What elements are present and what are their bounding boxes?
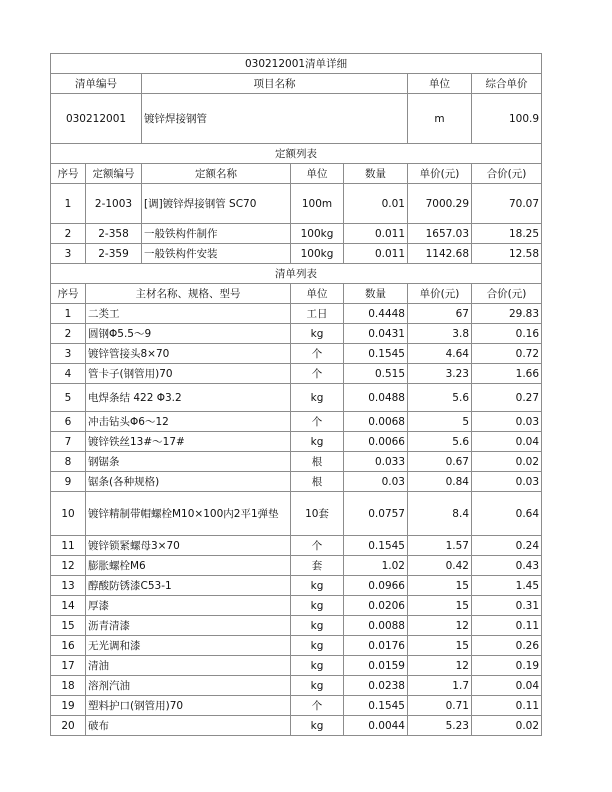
material-total: 0.19 bbox=[472, 656, 542, 676]
material-total: 1.66 bbox=[472, 364, 542, 384]
material-unit: kg bbox=[291, 576, 344, 596]
material-seq: 12 bbox=[51, 556, 86, 576]
material-row bbox=[51, 696, 542, 716]
material-unit-price: 12 bbox=[408, 616, 472, 636]
material-row bbox=[51, 616, 542, 636]
material-row bbox=[51, 576, 542, 596]
material-unit-price: 4.64 bbox=[408, 344, 472, 364]
material-unit: kg bbox=[291, 596, 344, 616]
quota-code: 2-358 bbox=[86, 224, 142, 244]
material-unit: kg bbox=[291, 432, 344, 452]
material-qty: 0.033 bbox=[344, 452, 408, 472]
material-row bbox=[51, 304, 542, 324]
quota-header-unit: 单位 bbox=[291, 164, 344, 184]
material-header-unit-price: 单价(元) bbox=[408, 284, 472, 304]
quota-unit-price: 1142.68 bbox=[408, 244, 472, 264]
material-name: 清油 bbox=[86, 656, 291, 676]
material-total: 0.24 bbox=[472, 536, 542, 556]
material-seq: 5 bbox=[51, 384, 86, 412]
material-qty: 0.0176 bbox=[344, 636, 408, 656]
material-unit: 工日 bbox=[291, 304, 344, 324]
quota-seq: 3 bbox=[51, 244, 86, 264]
material-row bbox=[51, 596, 542, 616]
material-header-total: 合价(元) bbox=[472, 284, 542, 304]
material-unit: kg bbox=[291, 656, 344, 676]
material-unit: kg bbox=[291, 716, 344, 736]
material-unit-price: 0.67 bbox=[408, 452, 472, 472]
material-name: 圆钢Φ5.5～9 bbox=[86, 324, 291, 344]
summary-header-code: 清单编号 bbox=[51, 74, 142, 94]
material-row bbox=[51, 536, 542, 556]
material-row bbox=[51, 384, 542, 412]
material-seq: 15 bbox=[51, 616, 86, 636]
material-seq: 13 bbox=[51, 576, 86, 596]
quota-row bbox=[51, 184, 542, 224]
material-seq: 20 bbox=[51, 716, 86, 736]
material-total: 0.64 bbox=[472, 492, 542, 536]
material-seq: 3 bbox=[51, 344, 86, 364]
material-unit: 10套 bbox=[291, 492, 344, 536]
material-row bbox=[51, 556, 542, 576]
material-name: 电焊条结 422 Φ3.2 bbox=[86, 384, 291, 412]
material-name: 破布 bbox=[86, 716, 291, 736]
material-unit-price: 0.84 bbox=[408, 472, 472, 492]
material-header-name: 主材名称、规格、型号 bbox=[86, 284, 291, 304]
material-name: 膨胀螺栓M6 bbox=[86, 556, 291, 576]
material-seq: 10 bbox=[51, 492, 86, 536]
material-qty: 0.0159 bbox=[344, 656, 408, 676]
material-header-seq: 序号 bbox=[51, 284, 86, 304]
material-qty: 0.0238 bbox=[344, 676, 408, 696]
material-unit: 个 bbox=[291, 344, 344, 364]
material-total: 0.31 bbox=[472, 596, 542, 616]
material-name: 溶剂汽油 bbox=[86, 676, 291, 696]
material-header-unit: 单位 bbox=[291, 284, 344, 304]
material-qty: 0.0206 bbox=[344, 596, 408, 616]
material-total: 0.03 bbox=[472, 472, 542, 492]
material-total: 1.45 bbox=[472, 576, 542, 596]
material-row bbox=[51, 324, 542, 344]
material-unit: kg bbox=[291, 616, 344, 636]
material-row bbox=[51, 412, 542, 432]
material-qty: 0.4448 bbox=[344, 304, 408, 324]
quota-unit: 100kg bbox=[291, 244, 344, 264]
material-seq: 1 bbox=[51, 304, 86, 324]
material-unit: 个 bbox=[291, 696, 344, 716]
quota-header-unit-price: 单价(元) bbox=[408, 164, 472, 184]
material-row bbox=[51, 676, 542, 696]
material-total: 0.02 bbox=[472, 716, 542, 736]
quota-code: 2-359 bbox=[86, 244, 142, 264]
material-unit-price: 1.7 bbox=[408, 676, 472, 696]
material-total: 0.04 bbox=[472, 676, 542, 696]
material-unit-price: 3.8 bbox=[408, 324, 472, 344]
material-unit: 套 bbox=[291, 556, 344, 576]
material-row bbox=[51, 636, 542, 656]
summary-price: 100.9 bbox=[472, 94, 542, 144]
quota-total: 12.58 bbox=[472, 244, 542, 264]
material-unit: kg bbox=[291, 384, 344, 412]
material-unit: 根 bbox=[291, 472, 344, 492]
quota-row bbox=[51, 224, 542, 244]
material-name: 厚漆 bbox=[86, 596, 291, 616]
material-total: 0.11 bbox=[472, 616, 542, 636]
material-seq: 4 bbox=[51, 364, 86, 384]
material-qty: 0.0088 bbox=[344, 616, 408, 636]
quota-qty: 0.011 bbox=[344, 244, 408, 264]
material-unit: kg bbox=[291, 324, 344, 344]
material-unit-price: 5 bbox=[408, 412, 472, 432]
material-row bbox=[51, 344, 542, 364]
quota-qty: 0.011 bbox=[344, 224, 408, 244]
document-title: 030212001清单详细 bbox=[51, 54, 542, 74]
material-total: 0.26 bbox=[472, 636, 542, 656]
material-seq: 14 bbox=[51, 596, 86, 616]
quota-unit: 100m bbox=[291, 184, 344, 224]
material-name: 无光调和漆 bbox=[86, 636, 291, 656]
material-seq: 2 bbox=[51, 324, 86, 344]
summary-unit: m bbox=[408, 94, 472, 144]
summary-header-unit: 单位 bbox=[408, 74, 472, 94]
material-unit-price: 5.6 bbox=[408, 384, 472, 412]
material-name: 醇酸防锈漆C53-1 bbox=[86, 576, 291, 596]
material-total: 0.43 bbox=[472, 556, 542, 576]
quota-seq: 1 bbox=[51, 184, 86, 224]
quota-name: 一般铁构件制作 bbox=[142, 224, 291, 244]
quota-unit-price: 7000.29 bbox=[408, 184, 472, 224]
material-qty: 0.0044 bbox=[344, 716, 408, 736]
material-seq: 7 bbox=[51, 432, 86, 452]
material-qty: 0.1545 bbox=[344, 696, 408, 716]
quota-total: 70.07 bbox=[472, 184, 542, 224]
quota-header-seq: 序号 bbox=[51, 164, 86, 184]
material-qty: 0.515 bbox=[344, 364, 408, 384]
material-name: 钢锯条 bbox=[86, 452, 291, 472]
material-unit: 根 bbox=[291, 452, 344, 472]
material-name: 管卡子(钢管用)70 bbox=[86, 364, 291, 384]
material-name: 冲击钻头Φ6～12 bbox=[86, 412, 291, 432]
material-unit-price: 0.42 bbox=[408, 556, 472, 576]
material-unit-price: 15 bbox=[408, 636, 472, 656]
material-unit: 个 bbox=[291, 536, 344, 556]
material-unit-price: 1.57 bbox=[408, 536, 472, 556]
material-qty: 0.1545 bbox=[344, 344, 408, 364]
material-seq: 18 bbox=[51, 676, 86, 696]
material-header-qty: 数量 bbox=[344, 284, 408, 304]
material-unit: kg bbox=[291, 676, 344, 696]
material-qty: 0.0757 bbox=[344, 492, 408, 536]
quota-name: 一般铁构件安装 bbox=[142, 244, 291, 264]
material-name: 锯条(各种规格) bbox=[86, 472, 291, 492]
material-row bbox=[51, 452, 542, 472]
material-total: 0.02 bbox=[472, 452, 542, 472]
material-total: 0.72 bbox=[472, 344, 542, 364]
quota-header-code: 定额编号 bbox=[86, 164, 142, 184]
material-unit-price: 67 bbox=[408, 304, 472, 324]
material-name: 镀锌锁紧螺母3×70 bbox=[86, 536, 291, 556]
material-unit-price: 5.6 bbox=[408, 432, 472, 452]
material-qty: 0.0431 bbox=[344, 324, 408, 344]
material-total: 0.03 bbox=[472, 412, 542, 432]
summary-header-price: 综合单价 bbox=[472, 74, 542, 94]
material-name: 沥青清漆 bbox=[86, 616, 291, 636]
quota-unit: 100kg bbox=[291, 224, 344, 244]
material-row bbox=[51, 472, 542, 492]
material-unit-price: 15 bbox=[408, 596, 472, 616]
summary-header-name: 项目名称 bbox=[142, 74, 408, 94]
material-seq: 8 bbox=[51, 452, 86, 472]
quota-qty: 0.01 bbox=[344, 184, 408, 224]
material-total: 0.27 bbox=[472, 384, 542, 412]
material-seq: 17 bbox=[51, 656, 86, 676]
material-unit-price: 0.71 bbox=[408, 696, 472, 716]
material-unit-price: 5.23 bbox=[408, 716, 472, 736]
material-seq: 11 bbox=[51, 536, 86, 556]
quota-code: 2-1003 bbox=[86, 184, 142, 224]
material-qty: 0.03 bbox=[344, 472, 408, 492]
quota-header-name: 定额名称 bbox=[142, 164, 291, 184]
material-name: 塑料护口(钢管用)70 bbox=[86, 696, 291, 716]
bill-detail-table bbox=[50, 53, 542, 736]
material-qty: 0.0068 bbox=[344, 412, 408, 432]
material-total: 0.11 bbox=[472, 696, 542, 716]
material-row bbox=[51, 656, 542, 676]
material-seq: 9 bbox=[51, 472, 86, 492]
quota-row bbox=[51, 244, 542, 264]
material-qty: 1.02 bbox=[344, 556, 408, 576]
summary-code: 030212001 bbox=[51, 94, 142, 144]
material-qty: 0.0966 bbox=[344, 576, 408, 596]
material-total: 0.04 bbox=[472, 432, 542, 452]
summary-name: 镀锌焊接钢管 bbox=[142, 94, 408, 144]
material-total: 29.83 bbox=[472, 304, 542, 324]
quota-section-title: 定额列表 bbox=[51, 144, 542, 164]
material-name: 镀锌精制带帽螺栓M10×100内2平1弹垫 bbox=[86, 492, 291, 536]
material-unit-price: 8.4 bbox=[408, 492, 472, 536]
material-row bbox=[51, 432, 542, 452]
material-unit: 个 bbox=[291, 412, 344, 432]
material-qty: 0.0066 bbox=[344, 432, 408, 452]
material-row bbox=[51, 364, 542, 384]
material-unit-price: 3.23 bbox=[408, 364, 472, 384]
quota-header-total: 合价(元) bbox=[472, 164, 542, 184]
material-unit-price: 15 bbox=[408, 576, 472, 596]
material-qty: 0.1545 bbox=[344, 536, 408, 556]
material-total: 0.16 bbox=[472, 324, 542, 344]
material-name: 镀锌管接头8×70 bbox=[86, 344, 291, 364]
material-name: 二类工 bbox=[86, 304, 291, 324]
material-qty: 0.0488 bbox=[344, 384, 408, 412]
material-seq: 6 bbox=[51, 412, 86, 432]
material-row bbox=[51, 716, 542, 736]
material-unit: kg bbox=[291, 636, 344, 656]
quota-unit-price: 1657.03 bbox=[408, 224, 472, 244]
quota-total: 18.25 bbox=[472, 224, 542, 244]
material-row bbox=[51, 492, 542, 536]
material-name: 镀锌铁丝13#～17# bbox=[86, 432, 291, 452]
quota-seq: 2 bbox=[51, 224, 86, 244]
material-unit-price: 12 bbox=[408, 656, 472, 676]
quota-name: [调]镀锌焊接钢管 SC70 bbox=[142, 184, 291, 224]
material-section-title: 清单列表 bbox=[51, 264, 542, 284]
material-seq: 16 bbox=[51, 636, 86, 656]
material-seq: 19 bbox=[51, 696, 86, 716]
material-unit: 个 bbox=[291, 364, 344, 384]
quota-header-qty: 数量 bbox=[344, 164, 408, 184]
